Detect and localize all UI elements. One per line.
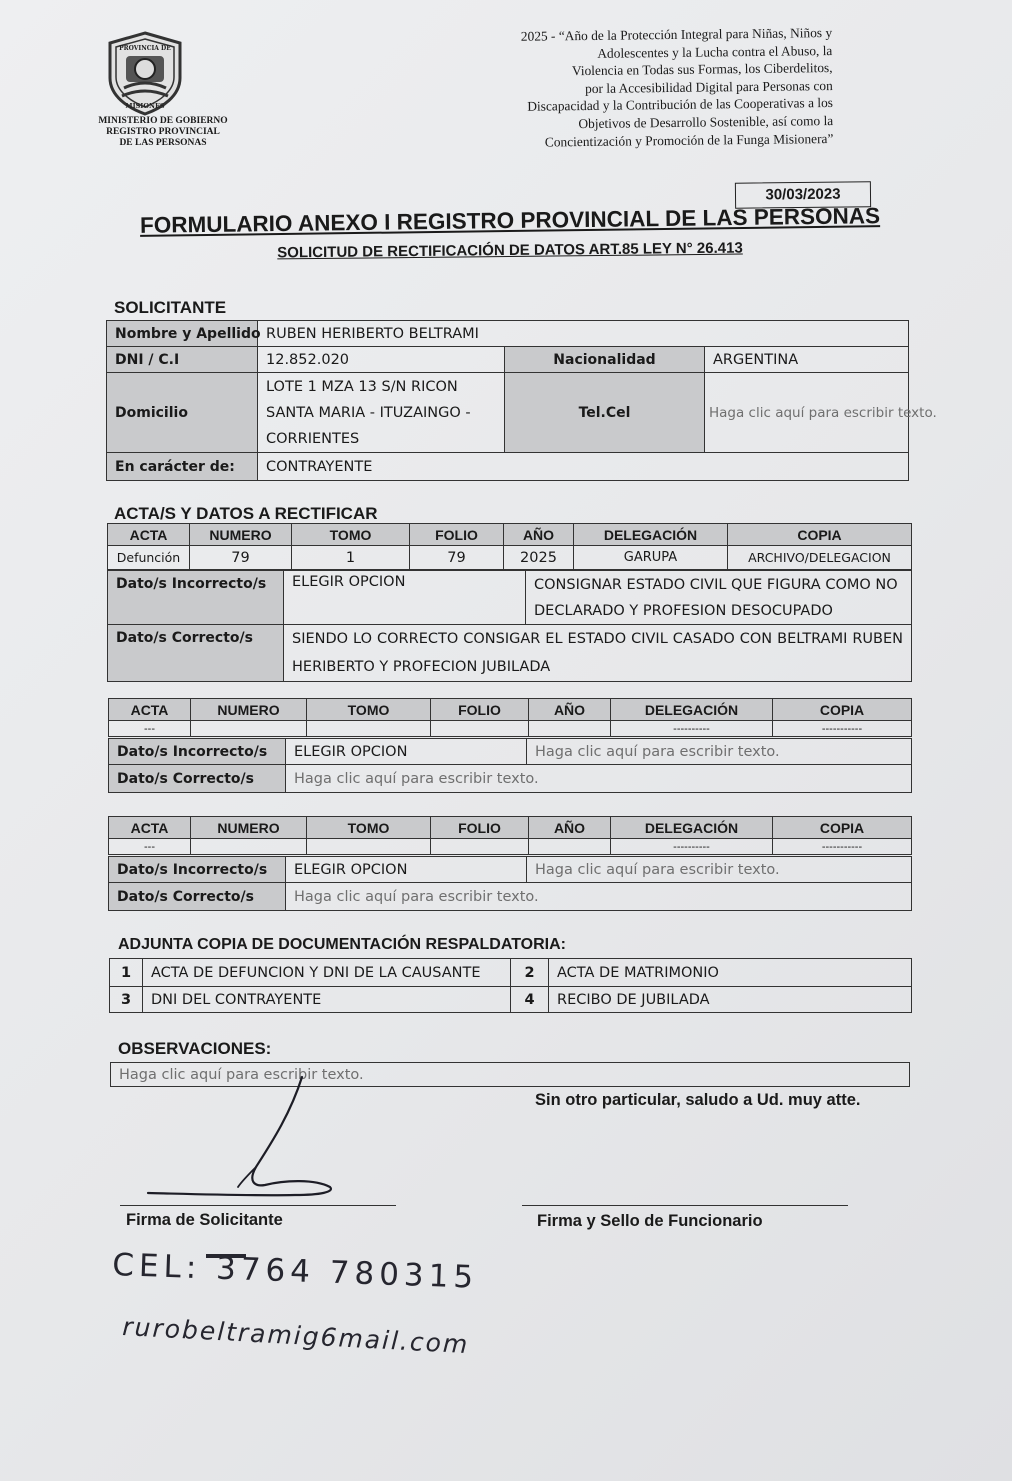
domicilio-line: CORRIENTES [266, 430, 360, 447]
correct-label: Dato/s Correcto/s [109, 765, 286, 793]
correct-label: Dato/s Correcto/s [108, 625, 284, 682]
ministry-line: MINISTERIO DE GOBIERNO [98, 116, 228, 126]
acta-cell[interactable]: Defunción [108, 546, 190, 570]
doc-item[interactable]: ACTA DE DEFUNCION Y DNI DE LA CAUSANTE [143, 959, 511, 987]
closing-text: Sin otro particular, saludo a Ud. muy atte. [535, 1091, 861, 1109]
telcel-label: Tel.Cel [505, 373, 705, 453]
dni-label: DNI / C.I [107, 347, 258, 373]
incorrect-label: Dato/s Incorrecto/s [109, 857, 286, 883]
telcel-field[interactable]: Haga clic aquí para escribir texto. [705, 373, 909, 453]
col-delegacion: DELEGACIÓN [574, 524, 728, 546]
copia-cell[interactable]: ----------- [773, 721, 912, 737]
col-tomo: TOMO [307, 699, 431, 721]
signature-line-solicitante [120, 1205, 396, 1206]
date-field[interactable]: 30/03/2023 [735, 181, 871, 208]
caracter-label: En carácter de: [107, 453, 258, 481]
acta-block-2-datos [108, 738, 912, 793]
acta-block-1-datos [107, 570, 912, 682]
adjunta-heading: ADJUNTA COPIA DE DOCUMENTACIÓN RESPALDATORIA: [118, 936, 566, 953]
acta-block-3-datos [108, 856, 912, 911]
col-anio: AÑO [529, 817, 611, 839]
folio-cell[interactable] [431, 721, 529, 737]
form-subtitle: SOLICITUD DE RECTIFICACIÓN DE DATOS ART.85 LEY N° 26.413 [277, 239, 743, 262]
acta-block-1-header [107, 523, 912, 570]
motto-line: por la Accesibilidad Digital para Personas con [585, 77, 833, 96]
motto-line: Adolescentes y la Lucha contra el Abuso, la [597, 42, 833, 61]
handwritten-signature-icon [130, 1075, 400, 1205]
col-copia: COPIA [773, 817, 912, 839]
handwritten-phone: CEL: 3764 780315 [111, 1247, 479, 1296]
folio-cell[interactable] [431, 839, 529, 855]
tomo-cell[interactable]: 1 [292, 546, 410, 570]
solicitante-heading: SOLICITANTE [114, 298, 227, 317]
nombre-label: Nombre y Apellido [107, 321, 258, 347]
doc-number: 2 [511, 959, 549, 987]
correct-text-field[interactable]: Haga clic aquí para escribir texto. [286, 883, 912, 911]
col-delegacion: DELEGACIÓN [611, 699, 773, 721]
motto-line: Concientización y Promoción de la Funga Misionera” [544, 130, 834, 150]
doc-item[interactable]: RECIBO DE JUBILADA [549, 987, 912, 1013]
handwritten-notes [100, 1230, 570, 1370]
anio-cell[interactable] [529, 721, 611, 737]
tomo-cell[interactable] [307, 839, 431, 855]
col-folio: FOLIO [431, 699, 529, 721]
nacionalidad-label: Nacionalidad [505, 347, 705, 373]
incorrect-text-field[interactable]: Haga clic aquí para escribir texto. [527, 739, 912, 765]
nacionalidad-field[interactable]: ARGENTINA [705, 347, 909, 373]
actas-heading: ACTA/S Y DATOS A RECTIFICAR [114, 504, 378, 523]
firma-funcionario-label: Firma y Sello de Funcionario [537, 1212, 763, 1230]
numero-cell[interactable] [191, 721, 307, 737]
acta-cell[interactable]: --- [109, 721, 191, 737]
folio-cell[interactable]: 79 [410, 546, 504, 570]
table-row [109, 721, 912, 737]
province-seal-icon [100, 30, 190, 116]
delegacion-cell[interactable]: GARUPA [574, 546, 728, 570]
incorrect-text-field[interactable]: Haga clic aquí para escribir texto. [527, 857, 912, 883]
acta-cell[interactable]: --- [109, 839, 191, 855]
delegacion-cell[interactable]: ---------- [611, 721, 773, 737]
col-numero: NUMERO [191, 699, 307, 721]
seal-bottom-text: MISIONES [125, 102, 165, 110]
table-row [108, 546, 912, 570]
ministry-line: REGISTRO PROVINCIAL [106, 127, 220, 137]
form-title: FORMULARIO ANEXO I REGISTRO PROVINCIAL DE LAS PERSONAS [139, 203, 881, 238]
doc-number: 3 [110, 987, 143, 1013]
col-acta: ACTA [108, 524, 190, 546]
motto-line: Violencia en Todas sus Formas, los Ciberdelitos, [571, 60, 833, 79]
domicilio-line: LOTE 1 MZA 13 S/N RICON [266, 378, 458, 395]
acta-block-2-header [108, 698, 912, 737]
motto-line: Discapacidad y la Contribución de las Cooperativas a los [527, 95, 834, 115]
observaciones-heading: OBSERVACIONES: [118, 1039, 272, 1058]
table-row [109, 839, 912, 855]
domicilio-line: SANTA MARIA - ITUZAINGO - [266, 404, 471, 421]
anio-cell[interactable] [529, 839, 611, 855]
col-copia: COPIA [773, 699, 912, 721]
doc-number: 1 [110, 959, 143, 987]
incorrect-label: Dato/s Incorrecto/s [108, 571, 284, 625]
solicitante-table [106, 320, 937, 481]
domicilio-field[interactable] [258, 373, 505, 453]
doc-item[interactable]: ACTA DE MATRIMONIO [549, 959, 912, 987]
motto-line: Objetivos de Desarrollo Sostenible, así como la [578, 112, 834, 132]
ministry-line: DE LAS PERSONAS [119, 138, 207, 148]
incorrect-label: Dato/s Incorrecto/s [109, 739, 286, 765]
firma-solicitante-label: Firma de Solicitante [126, 1211, 283, 1229]
acta-block-3-header [108, 816, 912, 855]
col-tomo: TOMO [307, 817, 431, 839]
incorrect-option-select[interactable]: ELEGIR OPCION [284, 571, 526, 625]
observaciones-field[interactable]: Haga clic aquí para escribir texto. [111, 1063, 910, 1087]
col-numero: NUMERO [190, 524, 292, 546]
col-numero: NUMERO [191, 817, 307, 839]
col-acta: ACTA [109, 699, 191, 721]
doc-item[interactable]: DNI DEL CONTRAYENTE [143, 987, 511, 1013]
handwritten-email: rurobeltramig6mail.com [121, 1312, 471, 1360]
delegacion-cell[interactable]: ---------- [611, 839, 773, 855]
col-delegacion: DELEGACIÓN [611, 817, 773, 839]
copia-cell[interactable]: ARCHIVO/DELEGACION [728, 546, 912, 570]
correct-text-field[interactable]: Haga clic aquí para escribir texto. [286, 765, 912, 793]
col-acta: ACTA [109, 817, 191, 839]
col-copia: COPIA [728, 524, 912, 546]
motto-line: 2025 - “Año de la Protección Integral para Niñas, Niños y [520, 24, 833, 44]
nombre-field[interactable]: RUBEN HERIBERTO BELTRAMI [258, 321, 909, 347]
numero-cell[interactable] [191, 839, 307, 855]
incorrect-text-field[interactable]: CONSIGNAR ESTADO CIVIL QUE FIGURA COMO NO DECLARADO Y PROFESION DESOCUPADO [526, 571, 912, 625]
tomo-cell[interactable] [307, 721, 431, 737]
dni-field[interactable]: 12.852.020 [258, 347, 505, 373]
col-tomo: TOMO [292, 524, 410, 546]
incorrect-option-select[interactable]: ELEGIR OPCION [286, 857, 527, 883]
doc-number: 4 [511, 987, 549, 1013]
incorrect-option-select[interactable]: ELEGIR OPCION [286, 739, 527, 765]
seal-top-text: PROVINCIA DE [119, 45, 171, 52]
domicilio-label: Domicilio [107, 373, 258, 453]
col-folio: FOLIO [431, 817, 529, 839]
correct-label: Dato/s Correcto/s [109, 883, 286, 911]
col-folio: FOLIO [410, 524, 504, 546]
col-anio: AÑO [529, 699, 611, 721]
correct-text-field[interactable]: SIENDO LO CORRECTO CONSIGAR EL ESTADO CIVIL CASADO CON BELTRAMI RUBEN HERIBERTO Y PROFECION JUBILADA [284, 625, 912, 682]
ministry-name [78, 116, 248, 149]
caracter-field[interactable]: CONTRAYENTE [258, 453, 909, 481]
anio-cell[interactable]: 2025 [504, 546, 574, 570]
copia-cell[interactable]: ----------- [773, 839, 912, 855]
col-anio: AÑO [504, 524, 574, 546]
numero-cell[interactable]: 79 [190, 546, 292, 570]
adjunta-table [109, 958, 912, 1013]
year-motto [400, 24, 833, 152]
signature-line-funcionario [522, 1205, 848, 1206]
